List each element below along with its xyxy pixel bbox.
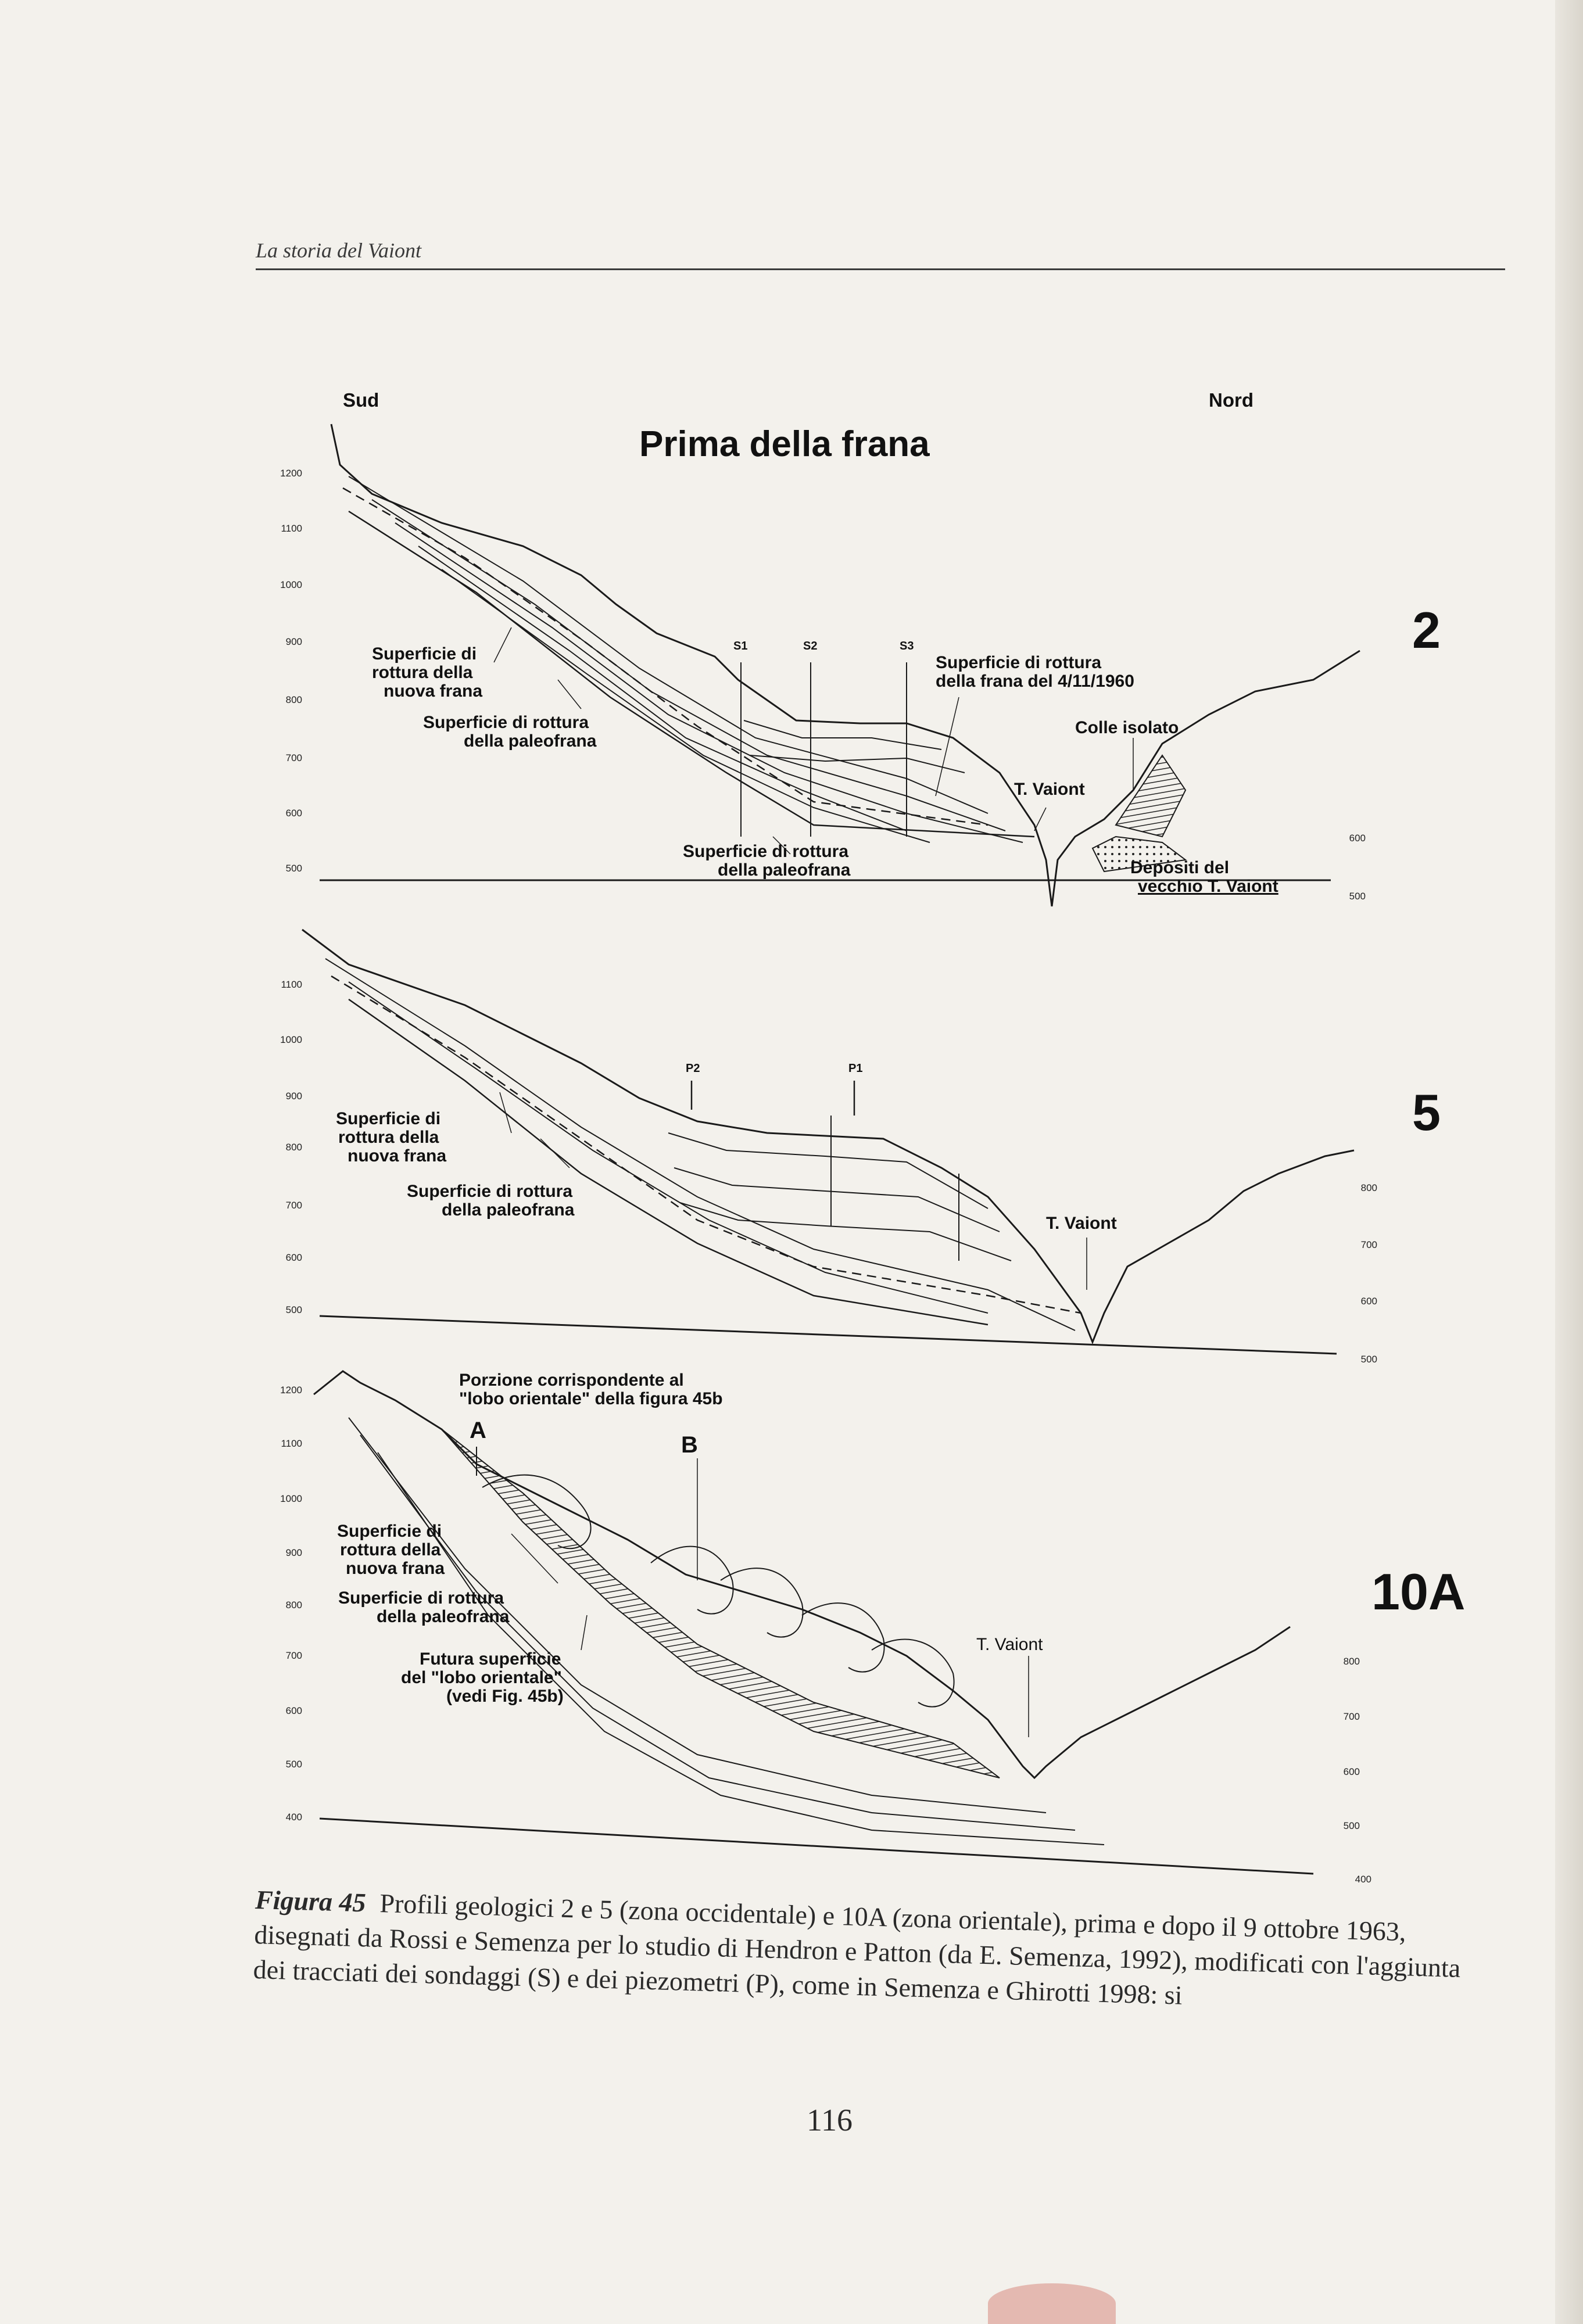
axis-tick: 600 — [285, 1705, 302, 1716]
label-paleo-surface: Superficie di rottura — [423, 713, 589, 732]
axis-tick: 600 — [285, 1252, 302, 1263]
borehole-label: S1 — [733, 640, 748, 652]
page-number: 116 — [807, 2103, 853, 2137]
axis-tick: 1200 — [280, 1385, 302, 1396]
axis-tick: 800 — [285, 1142, 302, 1153]
profile-2-title: Prima della frana — [639, 424, 930, 464]
axis-tick: 1200 — [280, 468, 302, 479]
figure-caption-label: Figura 45 — [255, 1884, 367, 1918]
axis-tick: 1000 — [280, 1034, 302, 1045]
label-paleo-surface: Superficie di rottura — [338, 1588, 504, 1608]
axis-tick: 700 — [285, 1200, 302, 1211]
label-paleo-surface: Superficie di rottura — [407, 1182, 573, 1201]
profile-5-number: 5 — [1412, 1084, 1441, 1141]
label-deposits: vecchio T. Vaiont — [1138, 877, 1278, 896]
label-new-slide-surface: rottura della — [340, 1540, 441, 1559]
profile-5-labels — [336, 1062, 1441, 1233]
axis-tick: 800 — [1343, 1656, 1360, 1667]
label-colle-isolato: Colle isolato — [1075, 718, 1179, 737]
axis-tick: 900 — [285, 1547, 302, 1558]
label-paleo-bottom: Superficie di rottura — [683, 842, 849, 861]
paper-stain — [988, 2283, 1116, 2324]
piezometer-label: P2 — [686, 1062, 700, 1075]
axis-tick: 700 — [1343, 1711, 1360, 1722]
point-b-label: B — [681, 1432, 698, 1458]
axis-tick: 500 — [1349, 891, 1366, 902]
label-new-slide-surface: Superficie di — [372, 644, 477, 664]
figure-caption-text: Profili geologici 2 e 5 (zona occidentale) e 10A (zona orientale), prima e dopo il 9 ottobre 1963, disegnati da Rossi e Semenza per lo studio di Hendron e Patton (da E. Semenza, 1992), modificati con l'aggiunta dei tracciati dei sondaggi (S) e dei piezometri (P), come in Semenza e Ghirotti 1998: si — [253, 1888, 1461, 2010]
profile-10a — [280, 1371, 1371, 1885]
orientation-north: Nord — [1209, 389, 1253, 411]
axis-tick: 700 — [285, 1650, 302, 1661]
axis-tick: 600 — [1343, 1766, 1360, 1777]
axis-tick: 600 — [1349, 833, 1366, 844]
axis-tick: 1100 — [281, 523, 302, 534]
running-header: La storia del Vaiont — [256, 239, 422, 262]
borehole-label: S2 — [803, 640, 818, 652]
axis-tick: 400 — [1355, 1874, 1371, 1885]
label-new-slide-surface: nuova frana — [384, 682, 483, 701]
label-river: T. Vaiont — [976, 1635, 1043, 1654]
axis-tick: 700 — [285, 752, 302, 763]
borehole-label: S3 — [900, 640, 914, 652]
axis-tick: 800 — [285, 694, 302, 705]
axis-tick: 900 — [285, 636, 302, 647]
label-paleo-bottom: della paleofrana — [718, 860, 851, 880]
axis-tick: 500 — [285, 863, 302, 874]
label-new-slide-surface: Superficie di — [336, 1109, 441, 1128]
axis-tick: 700 — [1360, 1239, 1377, 1250]
label-new-slide-surface: rottura della — [338, 1128, 439, 1147]
profile-10a-labels — [337, 1371, 1465, 1706]
label-new-slide-surface: nuova frana — [346, 1559, 445, 1578]
axis-tick: 1100 — [281, 979, 302, 990]
label-paleo-surface: della paleofrana — [442, 1200, 575, 1220]
profile-2-number: 2 — [1412, 601, 1441, 659]
axis-tick: 800 — [1360, 1182, 1377, 1193]
profile-2-labels — [343, 389, 1441, 896]
label-east-lobe-portion: "lobo orientale" della figura 45b — [459, 1389, 723, 1408]
axis-tick: 600 — [285, 808, 302, 819]
piezometer-label: P1 — [848, 1062, 863, 1075]
axis-tick: 500 — [1343, 1820, 1360, 1831]
axis-tick: 500 — [285, 1759, 302, 1770]
axis-tick: 500 — [1360, 1354, 1377, 1365]
label-paleo-surface: della paleofrana — [377, 1607, 510, 1626]
point-a-label: A — [470, 1418, 486, 1443]
axis-tick: 400 — [285, 1812, 302, 1823]
label-paleo-surface: della paleofrana — [464, 731, 597, 751]
orientation-south: Sud — [343, 389, 379, 411]
label-1960-surface: della frana del 4/11/1960 — [936, 672, 1134, 691]
label-new-slide-surface: nuova frana — [348, 1146, 447, 1165]
axis-tick: 500 — [285, 1304, 302, 1315]
label-east-lobe-portion: Porzione corrispondente al — [459, 1371, 684, 1390]
profile-10a-number: 10A — [1371, 1563, 1466, 1620]
label-future-surface: Futura superficie — [420, 1649, 561, 1669]
label-1960-surface: Superficie di rottura — [936, 653, 1102, 672]
axis-tick: 600 — [1360, 1296, 1377, 1307]
axis-tick: 1000 — [280, 1493, 302, 1504]
axis-tick: 1100 — [281, 1438, 302, 1449]
label-future-surface: (vedi Fig. 45b) — [446, 1687, 564, 1706]
label-deposits: Depositi del — [1130, 858, 1230, 877]
label-new-slide-surface: Superficie di — [337, 1522, 442, 1541]
label-river: T. Vaiont — [1014, 780, 1085, 799]
label-future-surface: del "lobo orientale" — [401, 1668, 562, 1687]
axis-tick: 1000 — [280, 579, 302, 590]
axis-tick: 900 — [285, 1091, 302, 1102]
axis-tick: 800 — [285, 1599, 302, 1611]
label-river: T. Vaiont — [1046, 1214, 1117, 1233]
label-new-slide-surface: rottura della — [372, 663, 473, 682]
